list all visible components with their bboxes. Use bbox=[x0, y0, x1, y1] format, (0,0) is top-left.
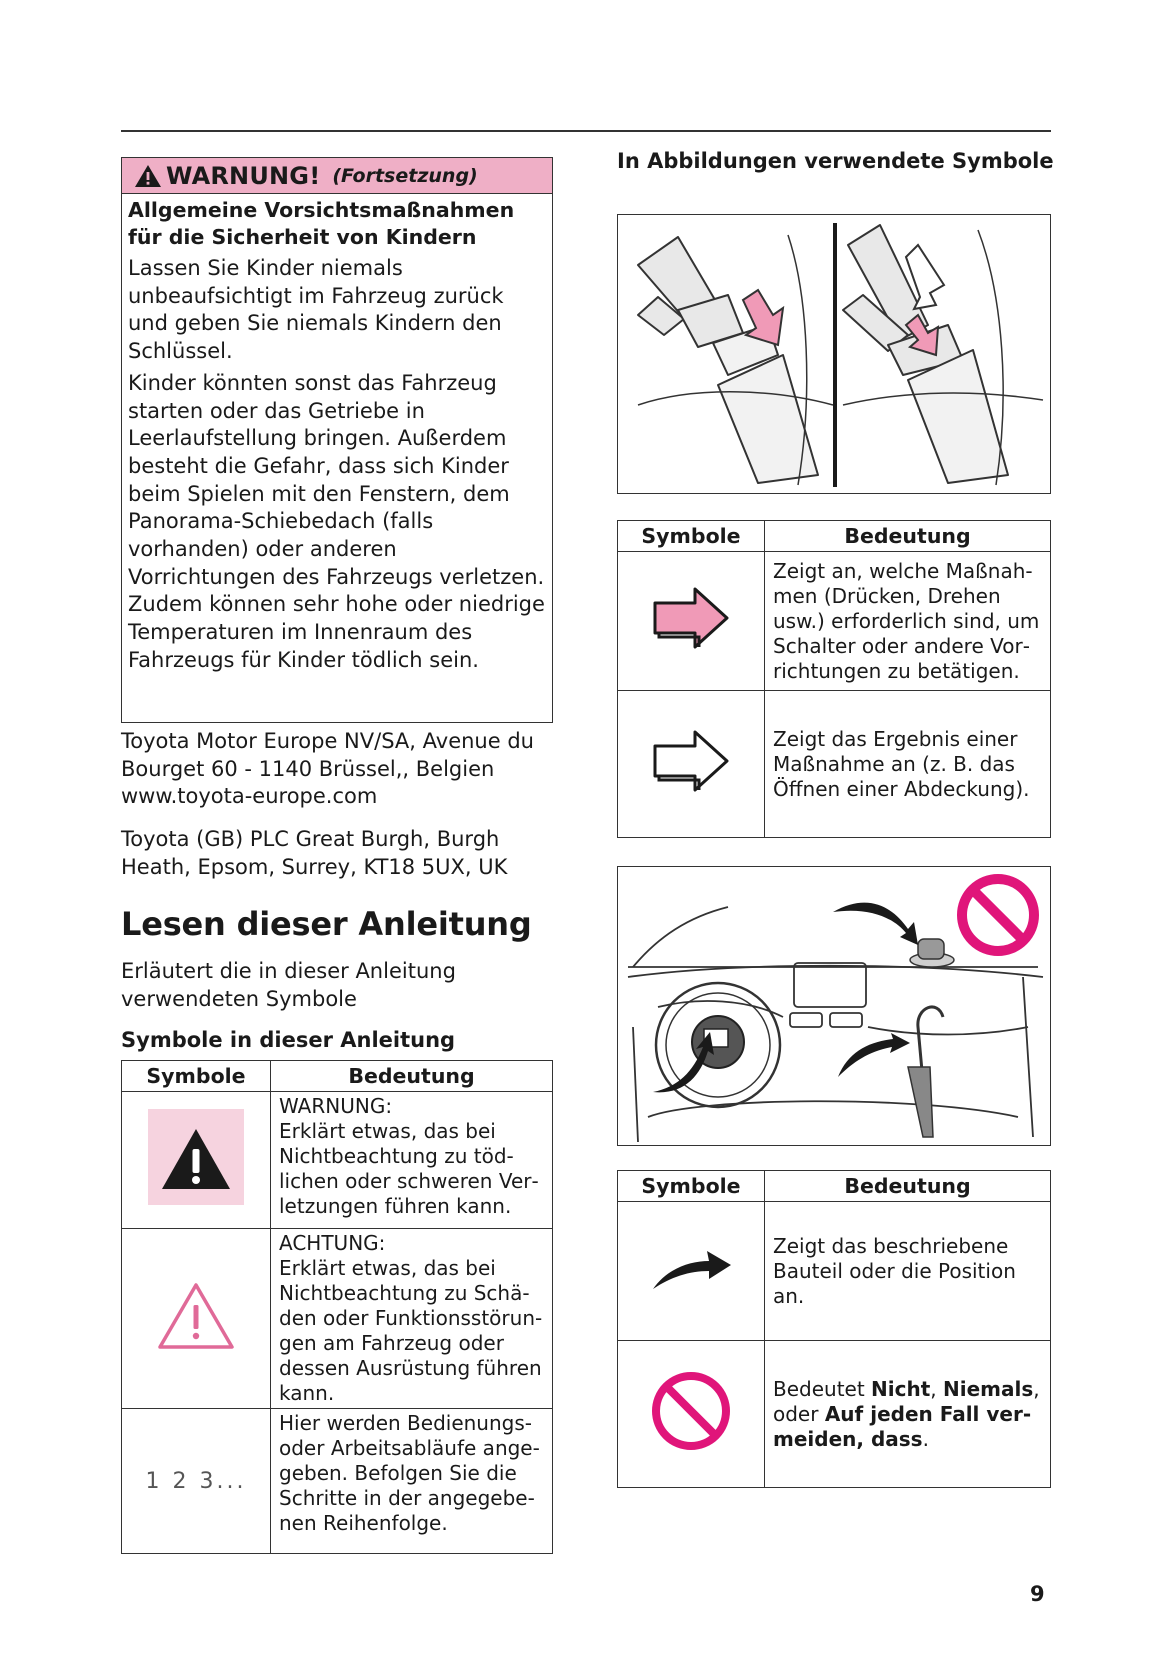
section-intro: Erläutert die in dieser Anleitung verwendeten Symbole bbox=[121, 959, 456, 1011]
col-bedeutung: Bedeutung bbox=[271, 1061, 553, 1092]
col-bedeutung: Bedeutung bbox=[765, 521, 1051, 552]
page-number: 9 bbox=[1030, 1582, 1045, 1606]
table-row bbox=[618, 1202, 1051, 1341]
warning-continued: (Fortsetzung) bbox=[332, 164, 478, 187]
warning-triangle-icon bbox=[148, 1109, 244, 1205]
address-gb: Toyota (GB) PLC Great Burgh, Burgh Heath, Epsom, Surrey, KT18 5UX, UK bbox=[121, 827, 508, 879]
row-text: Zeigt das beschriebene Bauteil oder die Position an. bbox=[773, 1233, 1016, 1308]
row-text: Erklärt etwas, das bei Nichtbeachtung zu Schäden oder Funktionsstörungen am Fahrzeug oder dessen Ausrüstung führen kann. bbox=[279, 1256, 543, 1405]
prohibition-icon bbox=[962, 879, 1034, 951]
action-arrow-icon bbox=[651, 585, 731, 651]
top-rule bbox=[121, 130, 1051, 132]
col-symbole: Symbole bbox=[122, 1061, 271, 1092]
warning-triangle-icon bbox=[134, 164, 162, 188]
symbols-table-right-2 bbox=[617, 1170, 1051, 1488]
dashboard-illustration bbox=[617, 866, 1051, 1146]
row-text: Zeigt das Ergebnis einer Maßnahme an (z. B. das Öffnen einer Abdeckung). bbox=[773, 726, 1030, 801]
symbols-table-right-1 bbox=[617, 520, 1051, 838]
row-label-warnung: WARNUNG: bbox=[279, 1094, 393, 1118]
address-europe: Toyota Motor Europe NV/SA, Avenue du Bourget 60 - 1140 Brüssel,, Belgien www.toyota-europe.com bbox=[121, 729, 534, 809]
row-text: Erklärt etwas, das bei Nichtbeachtung zu tödlichen oder schweren Verletzungen führen kann. bbox=[279, 1119, 539, 1218]
right-title: In Abbildungen verwendete Symbole bbox=[617, 149, 1054, 173]
symbols-table-left bbox=[121, 1060, 553, 1554]
col-bedeutung: Bedeutung bbox=[765, 1171, 1051, 1202]
warning-title: WARNUNG! bbox=[166, 161, 321, 190]
col-symbole: Symbole bbox=[618, 1171, 765, 1202]
row-text: Hier werden Bedienungs- oder Arbeitsabläufe angegeben. Befolgen Sie die Schritte in der angegebenen Reihenfolge. bbox=[279, 1411, 540, 1535]
caution-triangle-icon bbox=[156, 1281, 236, 1351]
table-row bbox=[122, 1092, 553, 1229]
steps-numbers: 1 2 3... bbox=[145, 1468, 247, 1494]
warning-box bbox=[121, 157, 553, 723]
warning-subtitle: Allgemeine Vorsichtsmaßnahmen für die Sicherheit von Kindern bbox=[128, 198, 515, 249]
warning-header bbox=[122, 158, 552, 194]
warning-paragraph-1: Lassen Sie Kinder niemals unbeaufsichtigt im Fahrzeug zurück und geben Sie niemals Kindern den Schlüssel. bbox=[128, 256, 504, 364]
prohibition-icon bbox=[649, 1369, 733, 1453]
section-title: Lesen dieser Anleitung bbox=[121, 905, 532, 943]
table-row bbox=[122, 1409, 553, 1554]
subsection-title: Symbole in dieser Anleitung bbox=[121, 1028, 456, 1052]
table-row bbox=[618, 552, 1051, 691]
warning-paragraph-2: Kinder könnten sonst das Fahrzeug starten oder das Getriebe in Leerlaufstellung bringen. Außerdem besteht die Gefahr, dass sich Kinder beim Spielen mit den Fenstern, dem Panorama-Schiebedach (falls vorhanden) oder anderen Vorrichtungen des Fahrzeugs verletzen. Zudem können sehr hohe oder niedrige Temperaturen im Innenraum des Fahrzeugs für Kinder tödlich sein. bbox=[128, 370, 545, 672]
row-text: Bedeutet Nicht, Niemals, oder Auf jeden Fall vermeiden, dass. bbox=[773, 1376, 1040, 1451]
result-arrow-icon bbox=[651, 728, 731, 794]
table-row bbox=[618, 1341, 1051, 1488]
seatbelt-illustration bbox=[617, 214, 1051, 494]
pointer-arrow-icon bbox=[649, 1243, 733, 1293]
table-row bbox=[122, 1229, 553, 1409]
row-text: Zeigt an, welche Maßnahmen (Drücken, Drehen usw.) erforderlich sind, um Schalter oder andere Vorrichtungen zu betätigen. bbox=[773, 558, 1040, 683]
table-row bbox=[618, 691, 1051, 838]
row-label-achtung: ACHTUNG: bbox=[279, 1231, 386, 1255]
col-symbole: Symbole bbox=[618, 521, 765, 552]
